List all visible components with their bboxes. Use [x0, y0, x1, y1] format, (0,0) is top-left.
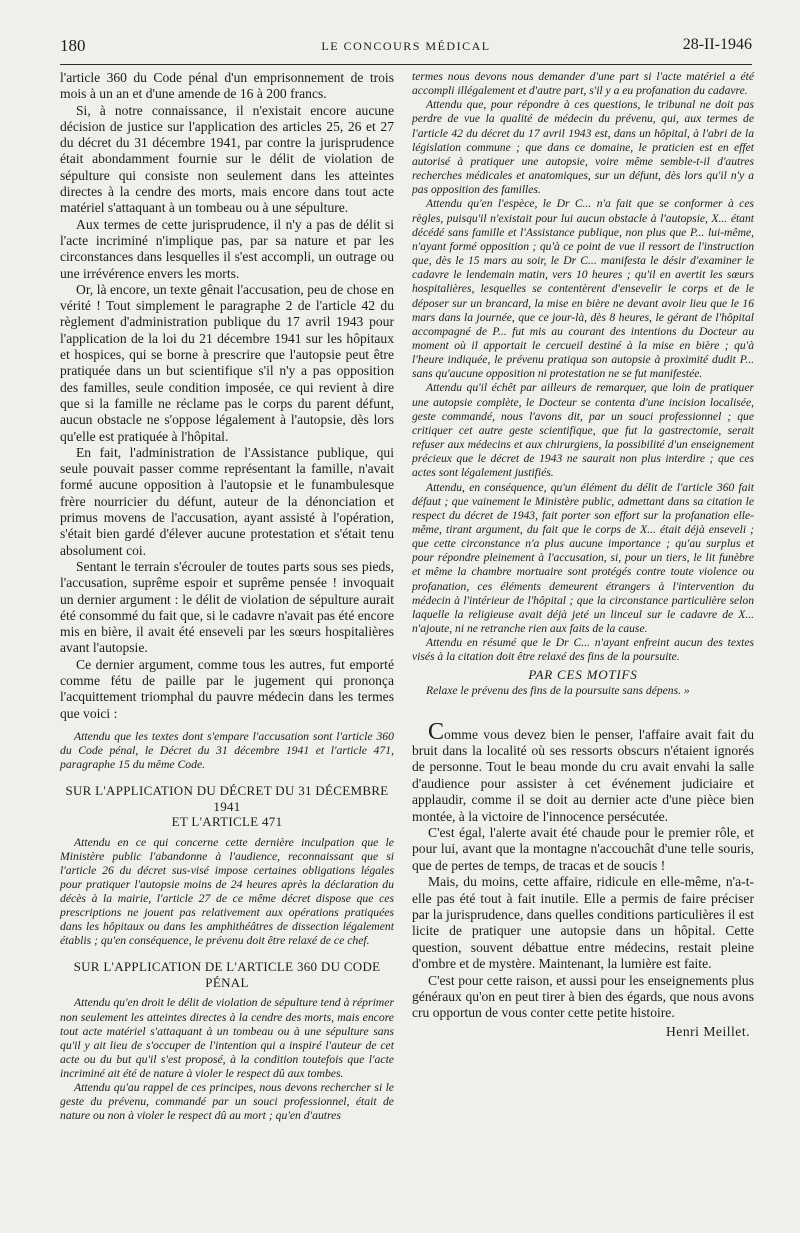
judgment-quote: Attendu que, pour répondre à ces questions, le tribunal ne doit pas perdre de vue la qualité de médecin du prévenu, qui, aux termes de l'article 42 du décret du 17 avril 1943 est, dans un hôpital, à l'abri de la législation commune ; que dans ce domaine, le praticien est en effet autorisé à pratiquer une autopsie, voire même semble-t-il d'autres recherches médicales et anatomiques, sur un défunt, dès lors qu'il n'y a pas opposition des familles.	[412, 98, 754, 197]
judgment-quote: Attendu qu'il échêt par ailleurs de remarquer, que loin de pratiquer une autopsie complète, le Docteur se contenta d'une incision localisée, geste commandé, nous l'avons dit, par un souci professionnel ; que critiquer cet autre geste scientifique, que fut la gastrectomie, serait refuser aux médecins et aux chirurgiens, la possibilité d'un enseignement précieux que le décret de 1943 ne saurait non plus interdire ; que ces actes sont légalement justifiés.	[412, 381, 754, 480]
judgment-quote: Attendu qu'en droit le délit de violation de sépulture tend à réprimer non seulement les atteintes directes à la cendre des morts, mais encore tout acte matériel s'attaquant à un tombeau ou à une sépulture sans qu'il y ait lieu de s'occuper de l'intention qui a inspiré l'auteur de cet acte ou du but qu'il s'est proposé, à la condition toutefois que l'acte incriminé ait été de nature à violer le respect dû aux tombes.	[60, 996, 394, 1080]
right-column	[412, 70, 754, 1040]
section-heading-article-360: SUR L'APPLICATION DE L'ARTICLE 360 DU CODE PÉNAL	[73, 959, 381, 990]
issue-date: 28-II-1946	[682, 36, 752, 53]
judgment-quote: Attendu qu'au rappel de ces principes, nous devons rechercher si le geste du prévenu, commandé par un souci professionnel, était de nature ou non à violer le respect dû au mort ; qu'en d'autres	[60, 1080, 394, 1123]
paragraph: En fait, l'administration de l'Assistance publique, qui seule pouvait passer comme représentant la famille, n'avait formé aucune opposition à l'autopsie et le funambulesque frère nourricier du défunt, auteur de la dénonciation et primus movens de l'accusation, ayant assisté à l'opération, s'était bien gardé d'élever aucune protestation et s'était tenu absolument coi.	[60, 444, 394, 558]
judgment-quote: Attendu en résumé que le Dr C... n'ayant enfreint aucun des textes visés à la citation doit être relaxé des fins de la poursuite.	[412, 636, 754, 664]
drop-cap: C	[428, 718, 445, 745]
journal-title: LE CONCOURS MÉDICAL	[321, 39, 491, 53]
paragraph	[412, 718, 754, 825]
paragraph: C'est pour cette raison, et aussi pour les enseignements plus généraux qu'on en peut tirer à bien des égards, que nous avons cru opportun de vous conter cette petite histoire.	[412, 972, 754, 1021]
page-header	[60, 36, 752, 58]
paragraph-text: omme vous devez bien le penser, l'affaire avait fait du bruit dans la localité où ses ressorts obscurs n'étaient ignorés de personne. Tout le beau monde du cru avait envahi la salle d'audience pour assister à cet événement judiciaire et applaudir, comme il se doit au dernier acte d'une pièce bien montée, à la victoire de l'innocence persécutée.	[412, 726, 754, 824]
section-heading-decret	[60, 783, 394, 830]
section-heading-line: ET L'ARTICLE 471	[171, 814, 283, 830]
paragraph: C'est égal, l'alerte avait été chaude pour le premier rôle, et pour lui, avant que la montagne n'accouchât d'une telle souris, que de pertes de temps, de tracas et de soucis !	[412, 825, 754, 873]
paragraph: Sentant le terrain s'écrouler de toutes parts sous ses pieds, l'accusation, suprême espoir et suprême pensée ! invoquait un dernier argument : le délit de violation de sépulture aurait été consommé du fait que, si le cadavre n'avait pas été encore mis en bière, il avait été enseveli par les sœurs hospitalières avant l'autopsie.	[60, 558, 394, 656]
page-number: 180	[60, 36, 86, 55]
motifs-heading: PAR CES MOTIFS	[528, 666, 638, 682]
judgment-quote: termes nous devons nous demander d'une part si l'acte matériel a été accompli illégalement et d'autre part, s'il y a eu profanation du cadavre.	[412, 70, 754, 98]
author-signature: Henri Meillet.	[665, 1023, 750, 1039]
paragraph: Si, à notre connaissance, il n'existait encore aucune décision de justice sur l'application des articles 25, 26 et 27 du décret du 31 décembre 1941, par contre la jurisprudence était abondamment fournie sur le délit de violation de sépulture qui consiste non seulement dans les atteintes directes à la cendre des morts, mais encore dans tout acte matériel s'attaquant à un tombeau ou à une sépulture.	[60, 102, 394, 216]
judgment-quote: Attendu en ce qui concerne cette dernière inculpation que le Ministère public l'abandonne à l'audience, reconnaissant que si l'article 26 du décret sus-visé impose certaines obligations légales pour pratiquer l'autopsie moins de 24 heures après la déclaration du décès à la mairie, l'article 27 de ce même décret dispose que ces prescriptions ne jouent pas relativement aux opérations pratiquées dans les hôpitaux ou dans les amphithéâtres de dissection légalement établis ; qu'en conséquence, le prévenu doit être relaxé de ce chef.	[60, 835, 394, 948]
left-column	[60, 70, 394, 1123]
verdict: Relaxe le prévenu des fins de la poursuite sans dépens. »	[426, 683, 690, 697]
paragraph: Or, là encore, un texte gênait l'accusation, peu de chose en vérité ! Tout simplement le paragraphe 2 de l'article 42 du règlement d'administration publique du 17 avril 1943 pour l'application de la loi du 21 décembre 1941 sur les hôpitaux et hospices, qui se borne à prescrire que l'autopsie peut être pratiquée dans un but scientifique s'il n'y a pas opposition des familles, seule condition imposée, ce qui revient à dire que si la famille ne réclame pas le corps du parent défunt, aucun obstacle ne s'oppose légalement à l'autopsie, dès lors qu'elle est pratiquée à l'hôpital.	[60, 281, 394, 444]
paragraph: Ce dernier argument, comme tous les autres, fut emporté comme fétu de paille par le jugement qui prononça l'acquittement triomphal du pauvre médecin dans les termes que voici :	[60, 656, 394, 721]
paragraph: Mais, du moins, cette affaire, ridicule en elle-même, n'a-t-elle pas été tout à fait inutile. Elle a permis de faire préciser par la jurisprudence, dans quelles conditions particulières il est licite de pratiquer une autopsie dans un hôpital. Cette question, souvent débattue entre médecins, restait pleine d'ombre et de mystère. Maintenant, la lumière est faite.	[412, 874, 754, 972]
judgment-quote: Attendu qu'en l'espèce, le Dr C... n'a fait que se conformer à ces règles, puisqu'il n'existait pour lui aucun obstacle à l'autopsie, X... étant décédé sans famille et l'Assistance publique, non plus que P... lui-même, n'ayant formé opposition ; qu'à ce point de vue il ressort de l'instruction que, dès le 15 mars au soir, le Dr C... manifesta le désir d'examiner le cadavre le lendemain matin, vers 10 heures ; qu'il en avertit les sœurs hospitalières, lesquelles se contentèrent d'ensevelir le corps et de le déposer sur un brancard, la mise en bière ne devant avoir lieu que le 16 mars dans la journée, que ce jour-là, dès 8 heures, le gérant de l'hôpital accompagné de P... fut mis au courant des intentions du Docteur au moment où il apportait le cercueil destiné à la mise en bière ; qu'à l'heure indiquée, le prévenu pratiqua son autopsie à proximité dudit P... sans qu'aucune opposition ni protestation ne se fut manifestée.	[412, 197, 754, 381]
paragraph: l'article 360 du Code pénal d'un emprisonnement de trois mois à un an et d'une amende de 16 à 200 francs.	[60, 70, 394, 102]
judgment-quote: Attendu que les textes dont s'empare l'accusation sont l'article 360 du Code pénal, le Décret du 31 décembre 1941 et l'article 471, paragraphe 15 du même Code.	[60, 729, 394, 772]
paragraph: Aux termes de cette jurisprudence, il n'y a pas de délit si l'acte incriminé n'implique pas, par sa nature et par les circonstances dans lesquelles il s'est accompli, un outrage ou une irrévérence envers les morts.	[60, 216, 394, 281]
judgment-quote: Attendu, en conséquence, qu'un élément du délit de l'article 360 fait défaut ; que vainement le Ministère public, admettant dans sa citation le respect du décret de 1943, fait porter son effort sur la profanation elle-même, tirant argument, du fait que le corps de X... était déjà enseveli ; que cette circonstance n'a plus aucune importance ; qu'au surplus et pour répondre pleinement à l'accusation, si, pour un tiers, le lit funèbre et même la chambre mortuaire sont protégés contre toute violence ou profanation, ces éléments demeurent étrangers à l'intervention du médecin à l'intérieur de l'hôpital ; que la circonstance particulière selon laquelle la religieuse avait déjà jeté un linceul sur le cadavre de X... n'ajoute, ni ne retranche rien aux faits de la cause.	[412, 480, 754, 636]
section-heading-line: SUR L'APPLICATION DU DÉCRET DU 31 DÉCEMBRE 1941	[65, 783, 389, 814]
header-rule	[60, 64, 752, 65]
